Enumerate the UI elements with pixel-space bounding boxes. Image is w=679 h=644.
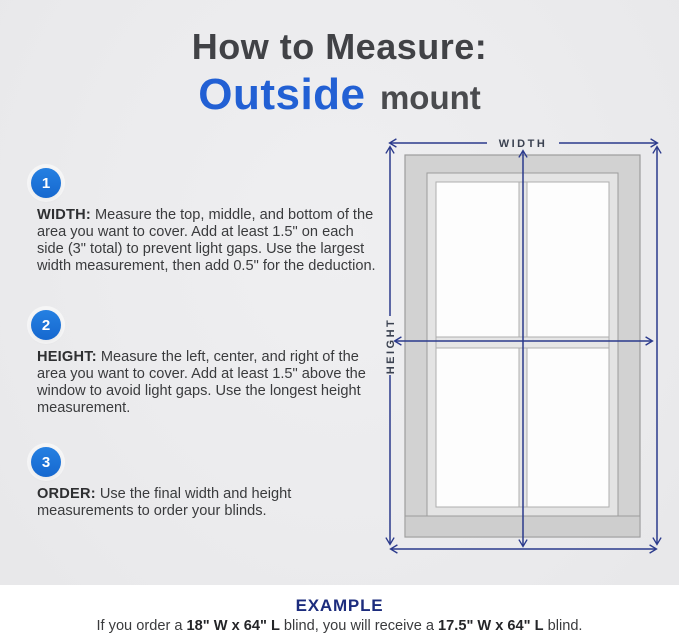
example-heading: EXAMPLE: [295, 596, 384, 615]
step-2-label: HEIGHT:: [37, 349, 97, 365]
example-prefix: If you order a: [96, 618, 187, 634]
step-2-number: 2: [41, 316, 51, 334]
example-section: [0, 585, 679, 644]
step-3-body: Use the final width and height measurements to order your blinds.: [37, 486, 292, 519]
example-received-size: 17.5" W x 64" L: [438, 618, 544, 634]
window-diagram: [375, 130, 665, 560]
example-ordered-size: 18" W x 64" L: [186, 618, 280, 634]
step-1-body: Measure the top, middle, and bottom of the area you want to cover. Add at least 1.5" on each side (3" total) to prevent light gaps. Use the largest width measurement, then add 0.5" for the deduction.: [37, 207, 376, 274]
step-width: [30, 168, 378, 275]
page-title: How to Measure:: [191, 26, 488, 67]
step-3-label: ORDER:: [37, 486, 96, 502]
step-order: [30, 447, 378, 520]
step-2-body: Measure the left, center, and right of the area you want to cover. Add at least 1.5" above the window to avoid light gaps. Use the longest height measurement.: [37, 349, 366, 416]
width-arrow-label: WIDTH: [498, 138, 548, 150]
step-1-label: WIDTH:: [37, 207, 91, 223]
step-3-badge: [31, 447, 61, 477]
height-arrow-label: HEIGHT: [385, 317, 397, 375]
step-1-text: [30, 207, 378, 275]
example-suffix: blind.: [543, 618, 583, 634]
step-3-number: 3: [41, 453, 51, 471]
example-sentence: [0, 618, 679, 634]
example-middle: blind, you will receive a: [279, 618, 439, 634]
subtitle-highlight: Outside: [198, 70, 366, 119]
step-2-text: [30, 349, 378, 417]
step-height: [30, 310, 378, 417]
step-1-badge: [31, 168, 61, 198]
step-3-text: [30, 486, 378, 520]
header: [0, 26, 679, 120]
step-1-number: 1: [41, 174, 51, 192]
page-subtitle: [0, 70, 679, 120]
subtitle-suffix: mount: [379, 79, 481, 116]
step-2-badge: [31, 310, 61, 340]
